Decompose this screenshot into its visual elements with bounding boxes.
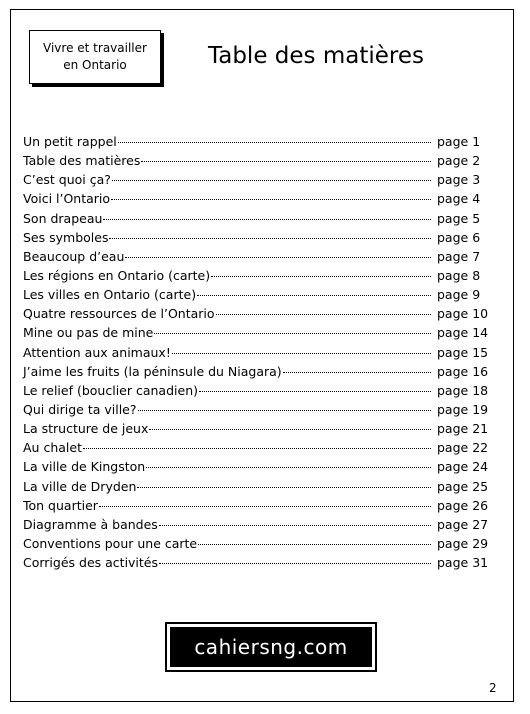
toc-entry-page: page 15 — [437, 344, 489, 360]
page-title: Table des matières — [208, 43, 424, 69]
toc-entry-page: page 24 — [437, 459, 489, 475]
toc-entry-label: Diagramme à bandes — [23, 516, 158, 532]
toc-entry-label: Corrigés des activités — [23, 555, 159, 571]
toc-entry-label: Beaucoup d’eau — [23, 248, 125, 264]
toc-leader-dots — [149, 429, 431, 430]
toc-leader-dots — [198, 544, 431, 545]
toc-entry-label: La ville de Dryden — [23, 478, 137, 494]
toc-leader-dots — [99, 506, 431, 507]
toc-entry — [23, 440, 499, 459]
toc-entry-label: Le relief (bouclier canadien) — [23, 382, 198, 398]
toc-entry-page: page 6 — [437, 229, 481, 245]
toc-entry-label: C’est quoi ça? — [23, 172, 111, 188]
toc-entry — [23, 498, 499, 517]
toc-entry-label: Son drapeau — [23, 210, 103, 226]
toc-entry-page: page 9 — [437, 287, 481, 303]
toc-entry-page: page 22 — [437, 440, 489, 456]
toc-entry-label: Conventions pour une carte — [23, 535, 198, 551]
toc-entry — [23, 536, 499, 555]
toc-entry — [23, 249, 499, 268]
toc-entry — [23, 287, 499, 306]
toc-leader-dots — [159, 525, 431, 526]
toc-entry — [23, 325, 499, 344]
toc-entry-label: Les villes en Ontario (carte) — [23, 287, 197, 303]
toc-leader-dots — [138, 410, 431, 411]
toc-leader-dots — [109, 238, 431, 239]
toc-entry — [23, 459, 499, 478]
toc-entry — [23, 383, 499, 402]
toc-entry-page: page 4 — [437, 191, 481, 207]
book-title-line-1: Vivre et travailler — [43, 41, 147, 55]
toc-entry — [23, 230, 499, 249]
toc-leader-dots — [137, 487, 431, 488]
toc-entry-page: page 7 — [437, 248, 481, 264]
toc-entry-label: J’aime les fruits (la péninsule du Niagara) — [23, 363, 282, 379]
toc-entry-label: Un petit rappel — [23, 134, 117, 149]
toc-entry-page: page 8 — [437, 267, 481, 283]
toc-entry-page: page 5 — [437, 210, 481, 226]
toc-entry-page: page 25 — [437, 478, 489, 494]
toc-entry — [23, 421, 499, 440]
toc-entry-page: page 18 — [437, 382, 489, 398]
toc-entry — [23, 134, 499, 153]
toc-leader-dots — [172, 353, 431, 354]
toc-leader-dots — [125, 257, 431, 258]
toc-entry — [23, 402, 499, 421]
website-label: cahiersng.com — [170, 627, 372, 667]
toc-entry-label: Qui dirige ta ville? — [23, 401, 137, 417]
toc-entry-label: Attention aux animaux! — [23, 344, 171, 360]
toc-entry-page: page 16 — [437, 363, 489, 379]
toc-entry-page: page 10 — [437, 306, 489, 322]
toc-entry — [23, 364, 499, 383]
toc-entry-page: page 27 — [437, 516, 489, 532]
toc-entry-label: Voici l’Ontario — [23, 191, 111, 207]
toc-leader-dots — [111, 199, 431, 200]
toc-leader-dots — [216, 314, 431, 315]
toc-entry — [23, 555, 499, 574]
toc-leader-dots — [199, 391, 431, 392]
toc-leader-dots — [103, 219, 431, 220]
toc-leader-dots — [141, 161, 431, 162]
toc-entry-page: page 29 — [437, 535, 489, 551]
toc-entry-page: page 3 — [437, 172, 481, 188]
toc-entry-label: Ton quartier — [23, 497, 98, 513]
toc-entry — [23, 191, 499, 210]
toc-entry — [23, 306, 499, 325]
toc-entry-page: page 2 — [437, 153, 481, 169]
toc-leader-dots — [197, 295, 431, 296]
book-title-box — [29, 30, 161, 84]
page-number: 2 — [489, 681, 497, 695]
toc-entry-page: page 1 — [437, 134, 481, 149]
toc-entry-label: La structure de jeux — [23, 421, 149, 437]
toc-leader-dots — [83, 448, 431, 449]
toc-leader-dots — [154, 333, 431, 334]
table-of-contents — [23, 134, 499, 574]
book-title-line-2: en Ontario — [63, 58, 127, 72]
toc-leader-dots — [118, 142, 431, 143]
toc-entry-page: page 14 — [437, 325, 489, 341]
toc-leader-dots — [159, 563, 431, 564]
toc-leader-dots — [112, 180, 431, 181]
toc-entry — [23, 211, 499, 230]
toc-entry — [23, 153, 499, 172]
toc-entry-label: Les régions en Ontario (carte) — [23, 267, 211, 283]
toc-entry — [23, 517, 499, 536]
toc-entry — [23, 268, 499, 287]
toc-entry-label: Au chalet — [23, 440, 82, 456]
toc-entry-label: Mine ou pas de mine — [23, 325, 154, 341]
toc-leader-dots — [146, 467, 431, 468]
toc-entry-label: La ville de Kingston — [23, 459, 146, 475]
toc-entry-label: Quatre ressources de l’Ontario — [23, 306, 215, 322]
toc-leader-dots — [211, 276, 431, 277]
toc-entry-page: page 21 — [437, 421, 489, 437]
toc-entry-page: page 26 — [437, 497, 489, 513]
toc-entry — [23, 345, 499, 364]
toc-entry-label: Table des matières — [23, 153, 141, 169]
toc-entry-label: Ses symboles — [23, 229, 109, 245]
toc-leader-dots — [283, 372, 431, 373]
toc-entry-page: page 31 — [437, 555, 489, 571]
toc-entry — [23, 479, 499, 498]
toc-entry-page: page 19 — [437, 401, 489, 417]
toc-entry — [23, 172, 499, 191]
website-banner — [165, 622, 377, 672]
